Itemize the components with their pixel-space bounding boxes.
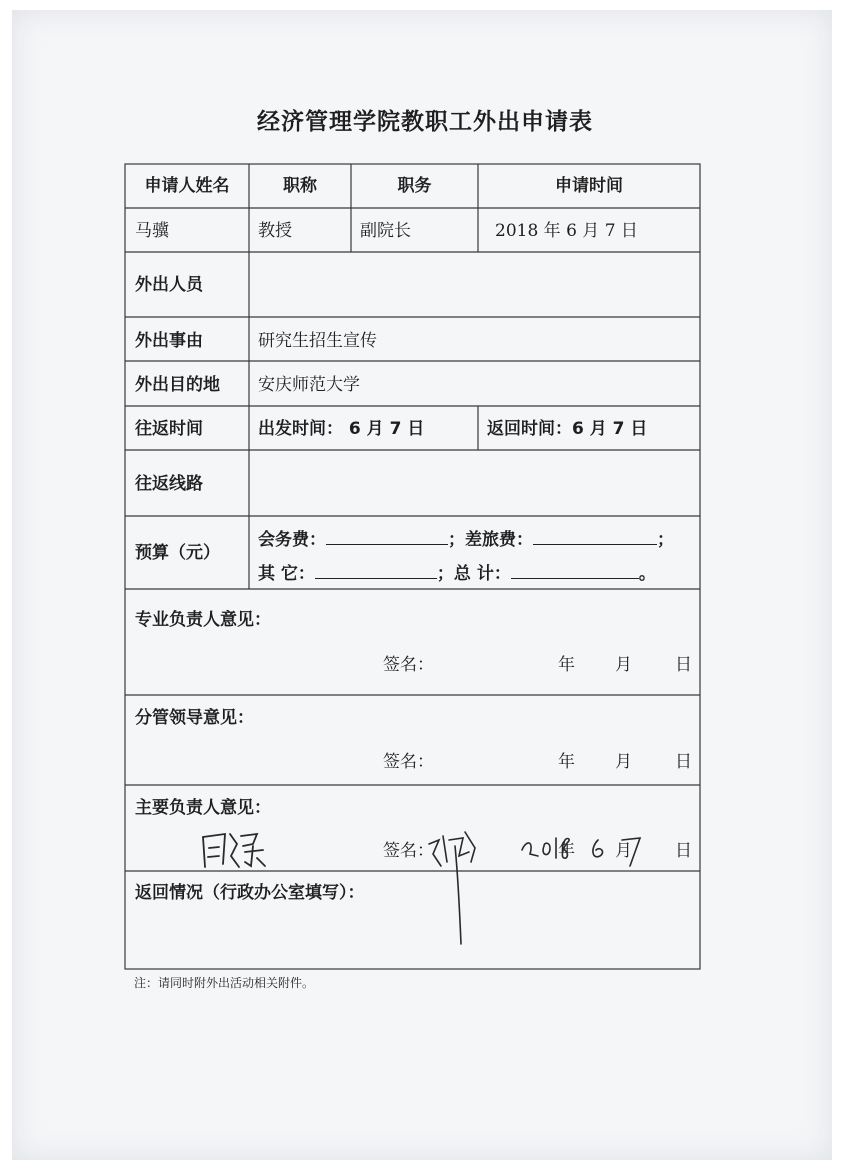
applicant-name-value: 马骥 [135,221,169,241]
main-lead-year: 年 [558,841,575,861]
header-apply-time: 申请时间 [555,176,623,196]
applicant-position-value: 副院长 [360,221,411,241]
line1-end: ； [657,530,674,550]
division-lead-opinion-label: 分管领导意见： [135,708,254,728]
main-lead-sign-label: 签名： [383,841,434,861]
form-title: 经济管理学院教职工外出申请表 [257,109,593,135]
budget-label: 预算（元） [135,543,220,563]
main-lead-month: 月 [615,841,632,861]
travel-fee-label: ；差旅费： [448,530,533,550]
return-status-label: 返回情况（行政办公室填写）： [135,883,365,903]
meeting-fee-label: 会务费： [258,530,326,550]
other-label: 其 它： [258,564,315,584]
header-job-title: 职称 [283,176,317,196]
budget-line-1 [258,529,674,551]
header-position: 职务 [397,176,432,196]
meeting-fee-blank [326,529,448,545]
applicant-date-value: 2018 年 6 月 7 日 [495,221,638,241]
budget-line-2 [258,563,656,585]
reason-label: 外出事由 [135,331,203,351]
total-blank [511,563,639,579]
route-label: 往返线路 [135,474,203,494]
main-lead-opinion-label: 主要负责人意见： [135,798,271,818]
destination-label: 外出目的地 [135,375,220,395]
division-lead-day: 日 [675,752,692,772]
division-lead-month: 月 [615,752,632,772]
footnote: 注：请同时附外出活动相关附件。 [134,976,315,990]
other-blank [315,563,437,579]
departure-time: 出发时间： 6 月 7 日 [258,419,425,439]
return-time: 返回时间：6 月 7 日 [487,419,648,439]
personnel-label: 外出人员 [135,275,203,295]
line2-end: 。 [638,564,656,584]
applicant-job-title-value: 教授 [258,221,292,241]
major-lead-month: 月 [615,655,632,675]
main-lead-day: 日 [675,841,692,861]
total-label: ；总 计： [436,564,511,584]
major-lead-year: 年 [558,655,575,675]
major-lead-day: 日 [675,655,692,675]
major-lead-opinion-label: 专业负责人意见： [135,610,271,630]
major-lead-sign-label: 签名： [383,655,434,675]
division-lead-sign-label: 签名： [383,752,434,772]
division-lead-year: 年 [558,752,575,772]
reason-value: 研究生招生宣传 [258,331,377,351]
travel-fee-blank [533,529,657,545]
header-applicant-name: 申请人姓名 [144,176,230,196]
destination-value: 安庆师范大学 [258,375,360,395]
trip-time-label: 往返时间 [135,419,203,439]
